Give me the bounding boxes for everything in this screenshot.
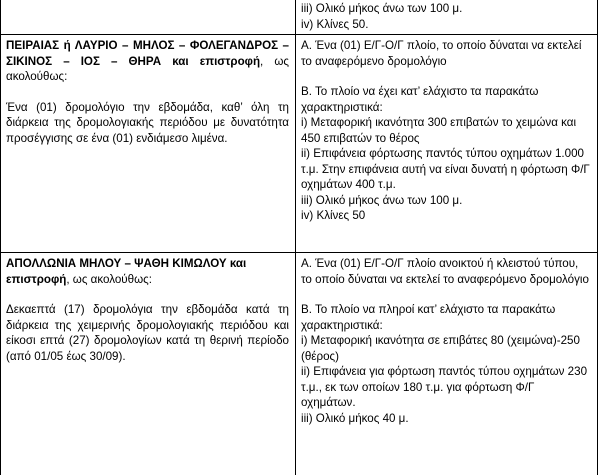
route-heading [6, 38, 289, 85]
row-divider [0, 34, 597, 35]
table-column-divider [295, 0, 296, 475]
requirement-b-title: Β. Το πλοίο να πληροί κατ’ ελάχιστο τα παρακάτω χαρακτηριστικά: [301, 303, 556, 332]
requirement-b-title: Β. Το πλοίο να έχει κατ’ ελάχιστο τα παρακάτω χαρακτηριστικά: [301, 85, 539, 114]
spec-item: i) Μεταφορική ικανότητα 300 επιβατών το χειμώνα και 450 επιβατών το θέρος [301, 116, 577, 145]
route-suffix: , ως ακολούθως: [66, 272, 152, 286]
spec-list-continued [301, 1, 591, 32]
route-cell [6, 256, 289, 364]
route-name: ΠΕΙΡΑΙΑΣ ή ΛΑΥΡΙΟ – ΜΗΛΟΣ – ΦΟΛΕΓΑΝΔΡΟΣ – ΣΙΚΙΝΟΣ – ΙΟΣ – ΘΗΡΑ και επιστροφή [6, 39, 289, 68]
spec-item: iv) Κλίνες 50 [301, 209, 366, 222]
requirement-a: A. Ένα (01) Ε/Γ-Ο/Γ πλοίο, το οποίο δύναται να εκτελεί το αναφερόμενο δρομολόγιο [301, 39, 582, 68]
spec-item: iii) Ολικό μήκος άνω των 100 μ. [301, 193, 463, 207]
route-cell [6, 38, 289, 146]
route-schedule: Δεκαεπτά (17) δρομολόγια την εβδομάδα κατά τη διάρκεια της χειμερινής δρομολογιακής περιόδου και είκοσι επτά (27) δρομολογίων κατά τη θερινή περίοδο (από 01/05 έως 30/09). [6, 303, 289, 363]
spec-item: iii) Ολικό μήκος 40 μ. [301, 411, 409, 425]
route-name: ΑΠΟΛΛΩΝΙΑ ΜΗΛΟΥ – ΨΑΘΗ ΚΙΜΩΛΟΥ και επιστροφή [6, 257, 247, 286]
route-suffix: , ως ακολούθως: [6, 54, 289, 83]
route-heading [6, 256, 289, 287]
spec-item: ii) Επιφάνεια φόρτωσης παντός τύπου οχημάτων 1.000 τ.μ. Στην επιφάνεια αυτή να είναι δυνατή η φόρτωση Φ/Γ οχημάτων 400 τ.μ. [301, 147, 590, 191]
row-divider [0, 252, 597, 253]
requirement-a: A. Ένα (01) Ε/Γ-Ο/Γ πλοίο ανοικτού ή κλειστού τύπου, το οποίο δύναται να εκτελεί το αναφερόμενο δρομολόγιο [301, 257, 589, 286]
spec-item: ii) Επιφάνεια για φόρτωση παντός τύπου οχημάτων 230 τ.μ., εκ των οποίων 180 τ.μ. για φόρτωση Φ/Γ οχημάτων. [301, 365, 588, 409]
spec-item: iv) Κλίνες 50. [301, 17, 369, 31]
table-border-left [0, 0, 1, 475]
spec-item: i) Μεταφορική ικανότητα σε επιβάτες 80 (χειμώνα)-250 (θέρος) [301, 334, 580, 363]
vessel-requirements-cell [301, 38, 591, 224]
route-schedule: Ένα (01) δρομολόγιο την εβδομάδα, καθ’ όλη τη διάρκεια της δρομολογιακής περιόδου με δυνατότητα προσέγγισης σε ένα (01) ενδιάμεσο λιμένα. [6, 100, 289, 145]
vessel-requirements-cell [301, 256, 591, 426]
spec-item: iii) Ολικό μήκος άνω των 100 μ. [301, 2, 463, 15]
